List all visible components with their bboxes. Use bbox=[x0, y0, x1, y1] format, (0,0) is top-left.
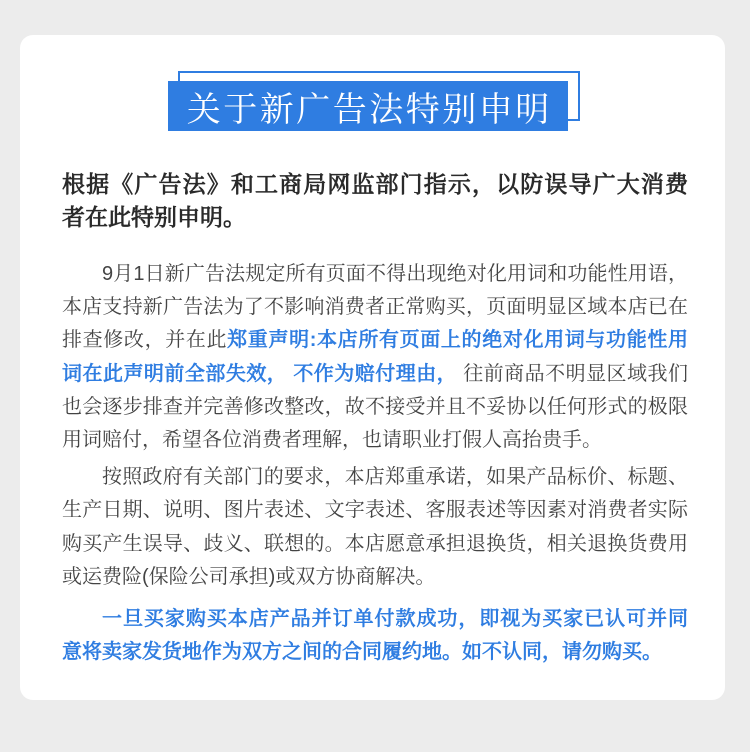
paragraph-line bbox=[62, 391, 688, 424]
paragraph-text: 9月1日新广告法规定所有页面不得出现绝对化用词和功能性用语， bbox=[102, 263, 688, 285]
lead-line: 者在此特别申明。 bbox=[62, 204, 246, 230]
paragraph-text: 往前商品不明显区域我们 bbox=[457, 362, 688, 385]
paragraph-line bbox=[62, 258, 688, 291]
emphasis-text: 词在此声明前全部失效， 不作为赔付理由， bbox=[62, 362, 458, 385]
emphasis-line: 意将卖家发货地作为双方之间的合同履约地。如不认同，请勿购买。 bbox=[62, 641, 662, 664]
emphasis-text: 郑重声明:本店所有页面上的绝对化用词与功能性用 bbox=[227, 329, 688, 352]
paragraph-purchase-agreement bbox=[62, 603, 688, 669]
paragraph-line: 或运费险(保险公司承担)或双方协商解决。 bbox=[62, 565, 436, 588]
paragraph-text: 用词赔付，希望各位消费者理解，也请职业打假人高抬贵手。 bbox=[62, 429, 602, 452]
paragraph-line bbox=[62, 324, 688, 357]
paragraph-line bbox=[62, 291, 688, 324]
paragraph-text: 也会逐步排查并完善修改整改，故不接受并且不妥协以任何形式的极限 bbox=[62, 395, 688, 418]
paragraph-line bbox=[62, 358, 688, 391]
title-banner bbox=[168, 81, 568, 131]
paragraph-line: 生产日期、说明、图片表述、文字表述、客服表述等因素对消费者实际 bbox=[62, 499, 688, 522]
lead-line: 根据《广告法》和工商局网监部门指示，以防误导广大消费 bbox=[62, 171, 688, 197]
paragraph-ad-law-statement bbox=[62, 258, 688, 457]
notice-title: 关于新广告法特别申明 bbox=[186, 90, 552, 129]
emphasis-line: 一旦买家购买本店产品并订单付款成功，即视为买家已认可并同 bbox=[102, 608, 688, 631]
paragraph-line bbox=[62, 424, 688, 457]
paragraph-text: 排查修改，并在此 bbox=[62, 329, 228, 352]
paragraph-line: 购买产生误导、歧义、联想的。本店愿意承担退换货，相关退换货费用 bbox=[62, 532, 688, 555]
notice-body bbox=[62, 168, 688, 669]
paragraph-line: 按照政府有关部门的要求，本店郑重承诺，如果产品标价、标题、 bbox=[102, 466, 688, 489]
lead-statement bbox=[62, 168, 688, 234]
paragraph-text: 本店支持新广告法为了不影响消费者正常购买，页面明显区域本店已在 bbox=[62, 296, 688, 319]
paragraph-store-commitment bbox=[62, 461, 688, 594]
